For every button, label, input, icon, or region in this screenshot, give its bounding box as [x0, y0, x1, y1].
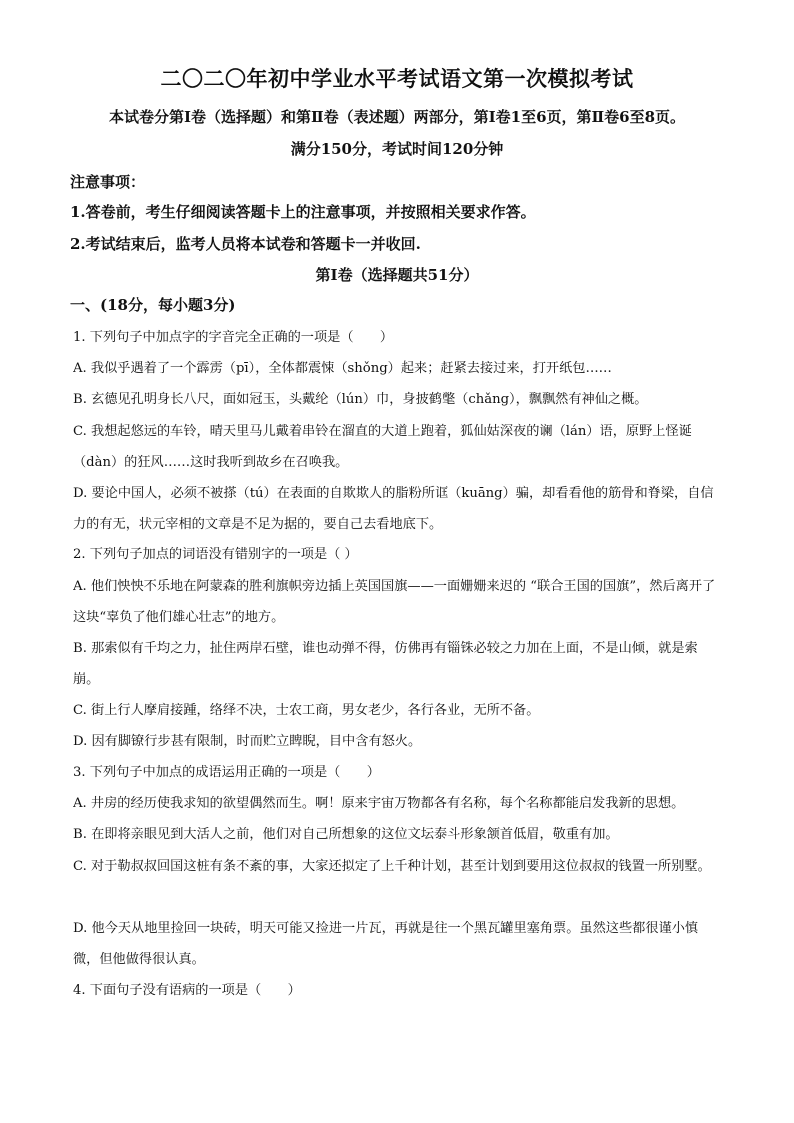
question-1-stem: 1. 下列句子中加点字的字音完全正确的一项是（ ）	[73, 330, 394, 345]
question-3-stem: 3. 下列句子中加点的成语运用正确的一项是（ ）	[73, 765, 380, 780]
question-1-option-d: D. 要论中国人，必须不被搽（tú）在表面的自欺欺人的脂粉所诓（kuāng）骗，却看看他的筋骨和脊梁，自信力的有无，状元宰相的文章是不足为据的，要自己去看地底下。	[73, 486, 714, 532]
notes-item-2: 2.考试结束后，监考人员将本试卷和答题卡一并收回.	[70, 235, 421, 253]
question-3-option-c: C. 对于勒叔叔回国这桩有条不紊的事，大家还拟定了上千种计划，甚至计划到要用这位叔叔的钱置一所别墅。	[73, 859, 711, 874]
question-2-option-a: A. 他们怏怏不乐地在阿蒙森的胜利旗帜旁边插上英国国旗——一面姗姗来迟的 “联合王国的国旗”，然后离开了这块“辜负了他们雄心壮志”的地方。	[73, 579, 716, 625]
exam-title: 二〇二〇年初中学业水平考试语文第一次模拟考试	[160, 66, 634, 91]
notes-item-1: 1.答卷前，考生仔细阅读答题卡上的注意事项，并按照相关要求作答。	[70, 203, 536, 221]
intro-line-2: 满分150分，考试时间120分钟	[290, 140, 504, 158]
part-heading: 一、(18分，每小题3分)	[70, 296, 236, 314]
question-1-option-b: B. 玄德见孔明身长八尺，面如冠玉，头戴纶（lún）巾，身披鹤氅（chǎng），飘飘然有神仙之概。	[73, 392, 648, 407]
question-1-option-a: A. 我似乎遇着了一个霹雳（pī），全体都震悚（shǒng）起来；赶紧去接过来，打开纸包……	[73, 361, 612, 376]
intro-line-1: 本试卷分第Ⅰ卷（选择题）和第Ⅱ卷（表述题）两部分，第Ⅰ卷1至6页，第Ⅱ卷6至8页。	[108, 108, 686, 126]
question-2-option-b: B. 那索似有千均之力，扯住两岸石壁，谁也动弹不得，仿佛再有锱铢必较之力加在上面，不是山倾，就是索崩。	[73, 641, 698, 687]
question-2-option-c: C. 街上行人摩肩接踵，络绎不决，士农工商，男女老少，各行各业，无所不备。	[73, 703, 540, 718]
question-2-option-d: D. 因有脚镣行步甚有限制，时而贮立睥睨，目中含有怒火。	[73, 734, 422, 749]
question-3-option-a: A. 井房的经历使我求知的欲望偶然而生。啊！原来宇宙万物都各有名称，每个名称都能启发我新的思想。	[73, 796, 685, 811]
question-3-option-d: D. 他今天从地里捡回一块砖，明天可能又捡进一片瓦，再就是往一个黑瓦罐里塞角票。虽然这些都很谨小慎微，但他做得很认真。	[73, 921, 699, 967]
question-1-option-c: C. 我想起悠远的车铃，晴天里马儿戴着串铃在溜直的大道上跑着，狐仙姑深夜的谰（lán）语，原野上怪诞（dàn）的狂风……这时我听到故乡在召唤我。	[73, 424, 692, 470]
question-3-option-b: B. 在即将亲眼见到大活人之前，他们对自己所想象的这位文坛泰斗形象颔首低眉，敬重有加。	[73, 827, 619, 842]
section-title: 第Ⅰ卷（选择题共51分）	[315, 266, 479, 284]
question-2-stem: 2. 下列句子加点的词语没有错别字的一项是（ ）	[73, 547, 358, 562]
question-4-stem: 4. 下面句子没有语病的一项是（ ）	[73, 983, 301, 998]
notes-heading: 注意事项：	[70, 173, 146, 191]
